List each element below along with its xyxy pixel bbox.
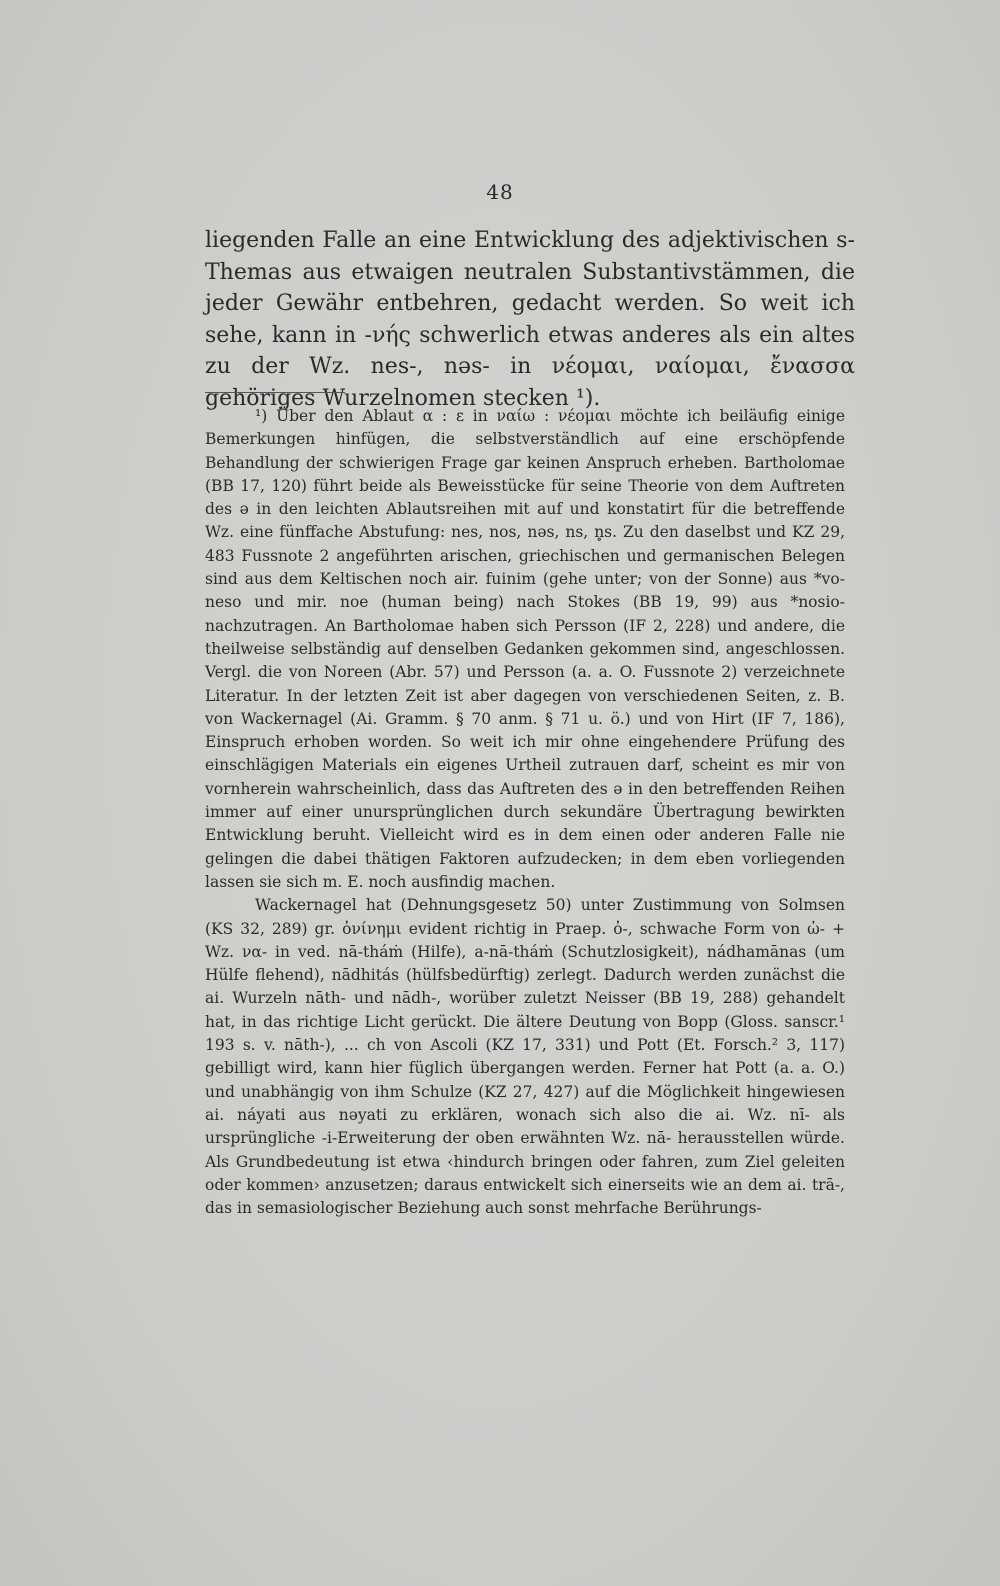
main-text-block [205,225,855,414]
main-paragraph: liegenden Falle an eine Entwicklung des adjektivischen s-Themas aus etwaigen neutralen Substantivstämmen, die jeder Gewähr entbehren, gedacht werden. So weit ich sehe, kann in -νής schwerlich etwas anderes als ein altes zu der Wz. nes-, nəs- in νέομαι, ναίομαι, ἔνασσα gehöriges Wurzelnomen stecken ¹). [205,228,855,411]
footnote-block [205,405,845,1220]
page-number: 48 [486,180,514,204]
footnote-divider [205,392,345,393]
footnote-paragraph-2: Wackernagel hat (Dehnungsgesetz 50) unter Zustimmung von Solmsen (KS 32, 289) gr. ὀνίνημι evident richtig in Praep. ὀ-, schwache Form von ὠ- + Wz. να- in ved. nā-tháṁ (Hilfe), a-nā-tháṁ (Schutzlosigkeit), nádhamānas (um Hülfe flehend), nādhitás (hülfsbedürftig) zerlegt. Dadurch werden zunächst die ai. Wurzeln nāth- und nādh-, worüber zuletzt Neisser (BB 19, 288) gehandelt hat, in das richtige Licht gerückt. Die ältere Deutung von Bopp (Gloss. sanscr.¹ 193 s. v. nāth-), ... ch von Ascoli (KZ 17, 331) und Pott (Et. Forsch.² 3, 117) gebilligt wird, kann hier füglich übergangen werden. Ferner hat Pott (a. a. O.) und unabhängig von ihm Schulze (KZ 27, 427) auf die Möglichkeit hingewiesen ai. náyati aus nəyati zu erklären, wonach sich also die ai. Wz. nī- als ursprüngliche -i-Erweiterung der oben erwähnten Wz. nā- herausstellen würde. Als Grundbedeutung ist etwa ‹hindurch bringen oder fahren, zum Ziel geleiten oder kommen› anzusetzen; daraus entwickelt sich einerseits wie an dem ai. trā-, das in semasiologischer Beziehung auch sonst mehrfache Berührungs- [205,896,845,1218]
footnote-paragraph-1: ¹) Über den Ablaut α : ε in ναίω : νέομαι möchte ich beiläufig einige Bemerkungen hinfügen, die selbstverständlich auf eine erschöpfende Behandlung der schwierigen Frage gar keinen Anspruch erheben. Bartholomae (BB 17, 120) führt beide als Beweisstücke für seine Theorie von dem Auftreten des ə in den leichten Ablautsreihen mit auf und konstatirt für die betreffende Wz. eine fünffache Abstufung: nes, nos, nəs, ns, n̥s. Zu den daselbst und KZ 29, 483 Fussnote 2 angeführten arischen, griechischen und germanischen Belegen sind aus dem Keltischen noch air. fuinim (gehe unter; von der Sonne) aus *vo-neso und mir. noe (human being) nach Stokes (BB 19, 99) aus *nosio- nachzutragen. An Bartholomae haben sich Persson (IF 2, 228) und andere, die theilweise selbständig auf denselben Gedanken gekommen sind, angeschlossen. Vergl. die von Noreen (Abr. 57) und Persson (a. a. O. Fussnote 2) verzeichnete Literatur. In der letzten Zeit ist aber dagegen von verschiedenen Seiten, z. B. von Wackernagel (Ai. Gramm. § 70 anm. § 71 u. ö.) und von Hirt (IF 7, 186), Einspruch erhoben worden. So weit ich mir ohne eingehendere Prüfung des einschlägigen Materials ein eigenes Urtheil zutrauen darf, scheint es mir von vornherein wahrscheinlich, dass das Auftreten des ə in den betreffenden Reihen immer auf einer unursprünglichen durch sekundäre Übertragung bewirkten Entwicklung beruht. Vielleicht wird es in dem einen oder anderen Falle nie gelingen die dabei thätigen Faktoren aufzudecken; in dem eben vorliegenden lassen sie sich m. E. noch ausfindig machen. [205,407,845,891]
